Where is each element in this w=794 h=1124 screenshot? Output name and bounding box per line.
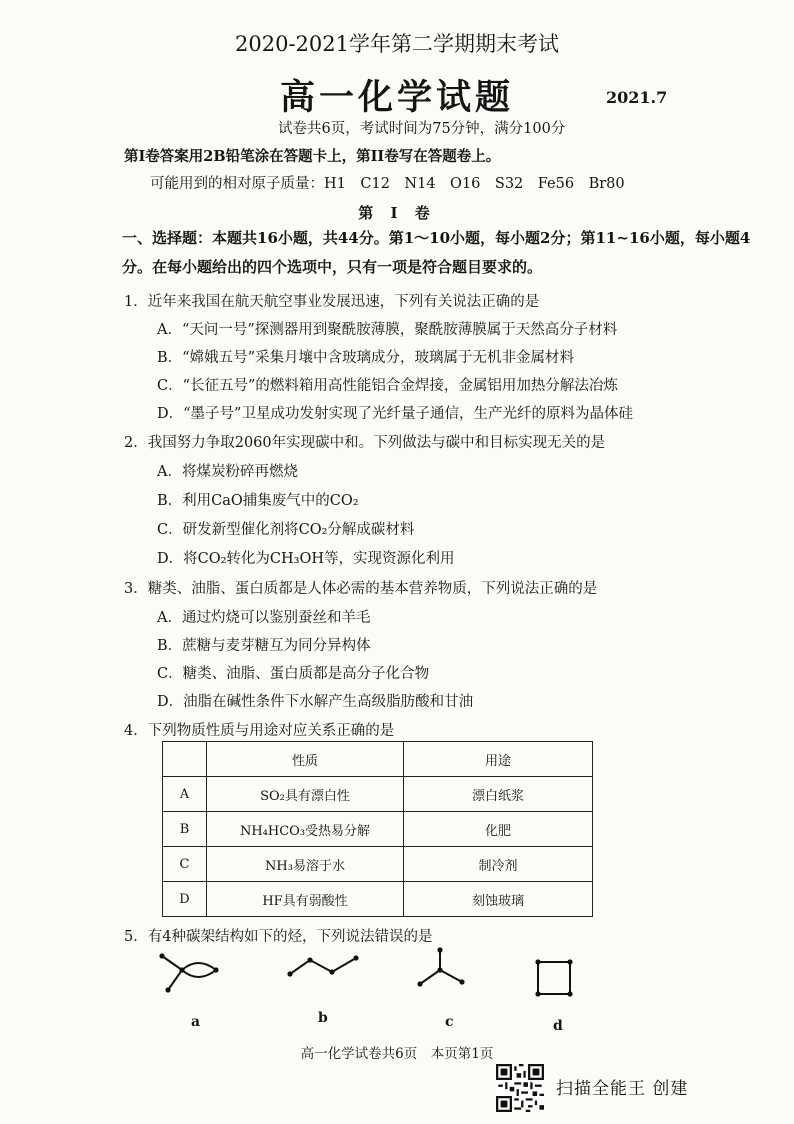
question-1-option-d: D．“墨子号”卫星成功发射实现了光纤量子通信，生产光纤的原料为晶体硅 <box>157 406 633 422</box>
question-1-stem: 1．近年来我国在航天航空事业发展迅速，下列有关说法正确的是 <box>124 294 540 310</box>
table-cell: 漂白纸浆 <box>404 777 593 812</box>
question-3-stem: 3．糖类、油脂、蛋白质都是人体必需的基本营养物质，下列说法正确的是 <box>124 581 598 597</box>
page-title: 高一化学试题 <box>279 77 514 118</box>
carbon-skeleton-d <box>530 956 580 1006</box>
table-row <box>163 777 593 812</box>
question-3-option-a: A．通过灼烧可以鉴别蚕丝和羊毛 <box>157 610 371 626</box>
question-3-option-d: D．油脂在碱性条件下水解产生高级脂肪酸和甘油 <box>157 694 474 710</box>
answer-instructions: 第I卷答案用2B铅笔涂在答题卡上，第II卷写在答题卷上。 <box>124 148 501 165</box>
exam-info-line: 试卷共6页，考试时间为75分钟，满分100分 <box>278 121 566 137</box>
question-2-option-d: D．将CO₂转化为CH₃OH等，实现资源化利用 <box>157 551 455 567</box>
carbon-skeleton-a <box>158 950 230 1000</box>
section-intro: 一、选择题：本题共16小题，共44分。第1～10小题，每小题2分；第11~16小题，每小题4分。在每小题给出的四个选项中，只有一项是符合题目要求的。 <box>122 229 751 276</box>
question-2-stem: 2．我国努力争取2060年实现碳中和。下列做法与碳中和目标实现无关的是 <box>124 435 606 451</box>
properties-table <box>162 741 593 917</box>
table-cell: A <box>163 777 207 812</box>
structure-label-b: b <box>318 1010 328 1026</box>
question-3-option-c: C．糖类、油脂、蛋白质都是高分子化合物 <box>157 666 430 682</box>
exam-date: 2021.7 <box>606 88 668 107</box>
table-row <box>163 812 593 847</box>
table-cell: 制冷剂 <box>404 847 593 882</box>
table-header-cell <box>163 742 207 777</box>
question-5-stem: 5．有4种碳架结构如下的烃，下列说法错误的是 <box>124 929 433 945</box>
table-cell: 刻蚀玻璃 <box>404 882 593 917</box>
question-2-option-a: A．将煤炭粉碎再燃烧 <box>157 464 298 480</box>
question-4-stem: 4．下列物质性质与用途对应关系正确的是 <box>124 723 395 739</box>
exam-title: 2020-2021学年第二学期期末考试 <box>235 32 559 56</box>
scanner-watermark: 扫描全能王 创建 <box>556 1079 689 1099</box>
table-cell: D <box>163 882 207 917</box>
table-cell: C <box>163 847 207 882</box>
structure-label-c: c <box>445 1014 454 1030</box>
table-row <box>163 882 593 917</box>
qr-code-icon <box>496 1064 544 1112</box>
page-footer: 高一化学试卷共6页 本页第1页 <box>300 1046 494 1062</box>
table-cell: HF具有弱酸性 <box>207 882 404 917</box>
carbon-skeleton-b <box>286 950 366 990</box>
table-cell: B <box>163 812 207 847</box>
question-2-option-c: C．研发新型催化剂将CO₂分解成碳材料 <box>157 522 415 538</box>
table-row <box>163 847 593 882</box>
section-title: 第 I 卷 <box>358 204 436 222</box>
question-1-option-a: A．“天问一号”探测器用到聚酰胺薄膜，聚酰胺薄膜属于天然高分子材料 <box>157 322 618 338</box>
question-3-option-b: B．蔗糖与麦芽糖互为同分异构体 <box>157 638 371 654</box>
table-header-row <box>163 742 593 777</box>
atomic-masses: 可能用到的相对原子质量：H1 C12 N14 O16 S32 Fe56 Br80 <box>150 176 625 192</box>
table-header-cell: 用途 <box>404 742 593 777</box>
table-cell: NH₃易溶于水 <box>207 847 404 882</box>
question-2-option-b: B．利用CaO捕集废气中的CO₂ <box>157 493 359 509</box>
table-cell: SO₂具有漂白性 <box>207 777 404 812</box>
table-cell: NH₄HCO₃受热易分解 <box>207 812 404 847</box>
carbon-skeleton-c <box>412 944 472 1004</box>
structure-label-d: d <box>553 1018 563 1034</box>
table-cell: 化肥 <box>404 812 593 847</box>
question-1-option-c: C．“长征五号”的燃料箱用高性能铝合金焊接，金属铝用加热分解法冶炼 <box>157 378 618 394</box>
question-1-option-b: B．“嫦娥五号”采集月壤中含玻璃成分，玻璃属于无机非金属材料 <box>157 350 574 366</box>
structure-label-a: a <box>191 1014 201 1030</box>
table-header-cell: 性质 <box>207 742 404 777</box>
